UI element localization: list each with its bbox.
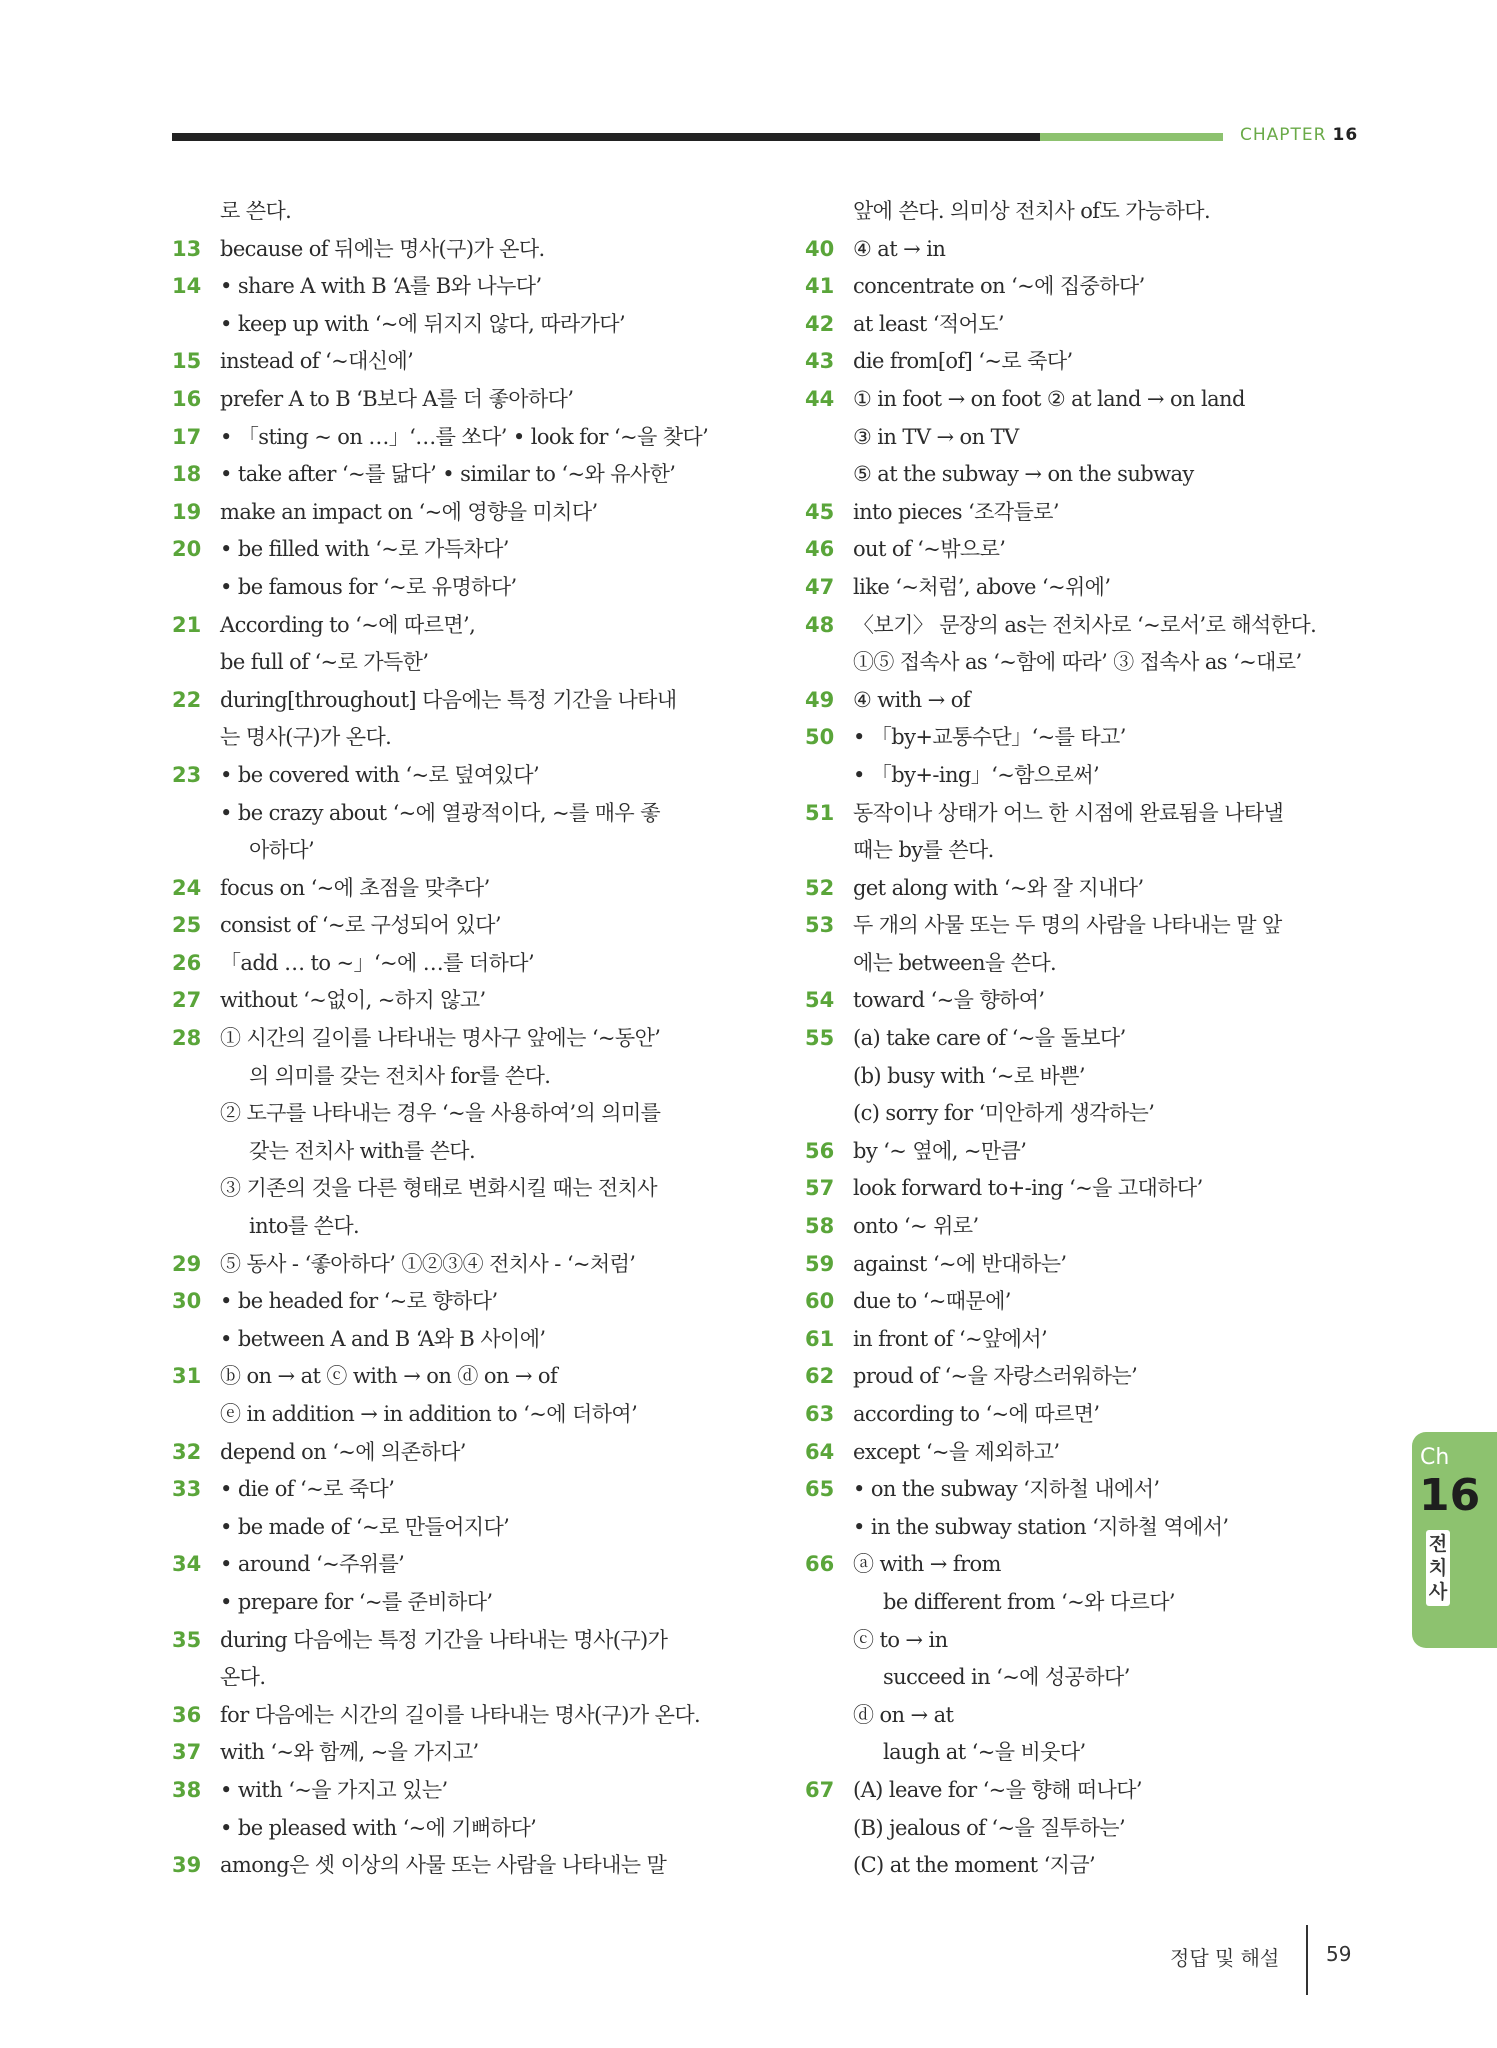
answer-number: 19 xyxy=(172,499,202,524)
answer-number: 30 xyxy=(172,1289,202,1314)
answer-number: 42 xyxy=(805,311,835,336)
chapter-heading xyxy=(1240,125,1358,145)
answer-text: (C) at the moment ‘지금’ xyxy=(853,1853,1096,1878)
answer-line xyxy=(172,682,732,720)
answer-number: 44 xyxy=(805,386,835,411)
answer-line xyxy=(172,231,732,269)
answer-number: 14 xyxy=(172,274,202,299)
answer-text: • between A and B ‘A와 B 사이에’ xyxy=(220,1326,546,1351)
answer-line xyxy=(805,1810,1365,1848)
answer-number: 41 xyxy=(805,274,835,299)
answer-text: • 「by+-ing」‘~함으로써’ xyxy=(853,762,1100,787)
answer-line xyxy=(805,1283,1365,1321)
answer-text: 「add … to ~」‘~에 …를 더하다’ xyxy=(220,950,535,975)
answer-text: consist of ‘~로 구성되어 있다’ xyxy=(220,913,501,938)
answer-text: make an impact on ‘~에 영향을 미치다’ xyxy=(220,499,598,524)
answer-line xyxy=(805,907,1365,945)
answer-line xyxy=(172,1358,732,1396)
answer-text: • be covered with ‘~로 덮여있다’ xyxy=(220,762,540,787)
answer-line xyxy=(805,719,1365,757)
answer-text: • share A with B ‘A를 B와 나누다’ xyxy=(220,274,542,299)
answer-line xyxy=(805,494,1365,532)
answer-number: 62 xyxy=(805,1364,835,1389)
answer-line xyxy=(805,306,1365,344)
answer-text: out of ‘~밖으로’ xyxy=(853,537,1006,562)
answer-text: • keep up with ‘~에 뒤지지 않다, 따라가다’ xyxy=(220,311,626,336)
answer-line xyxy=(805,795,1365,833)
answer-text: • be made of ‘~로 만들어지다’ xyxy=(220,1514,510,1539)
answer-line xyxy=(805,1246,1365,1284)
left-answer-column xyxy=(172,193,732,1885)
chapter-label: CHAPTER xyxy=(1240,125,1327,145)
answer-line xyxy=(805,193,1365,231)
answer-text: 앞에 쓴다. 의미상 전치사 of도 가능하다. xyxy=(853,199,1211,223)
answer-line xyxy=(172,945,732,983)
answer-text: 두 개의 사물 또는 두 명의 사람을 나타내는 말 앞 xyxy=(853,913,1282,938)
answer-text: be full of ‘~로 가득한’ xyxy=(220,650,429,675)
answer-text: • be famous for ‘~로 유명하다’ xyxy=(220,574,517,599)
answer-text: ④ with → of xyxy=(853,687,970,712)
answer-line xyxy=(805,607,1365,645)
answer-text: ① 시간의 길이를 나타내는 명사구 앞에는 ‘~동안’ xyxy=(220,1026,661,1051)
answer-text: except ‘~을 제외하고’ xyxy=(853,1439,1060,1464)
answer-number: 17 xyxy=(172,424,202,449)
answer-number: 67 xyxy=(805,1777,835,1802)
answer-line xyxy=(805,531,1365,569)
answer-line xyxy=(805,1396,1365,1434)
answer-number: 27 xyxy=(172,988,202,1013)
answer-line xyxy=(805,1584,1365,1622)
answer-text: into를 쓴다. xyxy=(249,1214,360,1239)
answer-line xyxy=(172,607,732,645)
footer-section-label: 정답 및 해설 xyxy=(1170,1946,1280,1970)
answer-number: 39 xyxy=(172,1853,202,1878)
answer-line xyxy=(805,1509,1365,1547)
answer-number: 48 xyxy=(805,612,835,637)
answer-line xyxy=(805,1434,1365,1472)
answer-number: 24 xyxy=(172,875,202,900)
answer-text: ② 도구를 나타내는 경우 ‘~을 사용하여’의 의미를 xyxy=(220,1101,661,1126)
answer-number: 46 xyxy=(805,537,835,562)
answer-line xyxy=(172,757,732,795)
answer-number: 64 xyxy=(805,1439,835,1464)
answer-line xyxy=(172,1208,732,1246)
answer-text: (b) busy with ‘~로 바쁜’ xyxy=(853,1063,1085,1088)
answer-text: 로 쓴다. xyxy=(220,199,292,223)
answer-number: 29 xyxy=(172,1251,202,1276)
answer-text: (c) sorry for ‘미안하게 생각하는’ xyxy=(853,1101,1155,1126)
answer-number: 55 xyxy=(805,1026,835,1051)
answer-line xyxy=(172,1170,732,1208)
answer-text: • be headed for ‘~로 향하다’ xyxy=(220,1289,498,1314)
answer-number: 25 xyxy=(172,913,202,938)
answer-text: because of 뒤에는 명사(구)가 온다. xyxy=(220,236,545,261)
answer-line xyxy=(805,231,1365,269)
answer-number: 28 xyxy=(172,1026,202,1051)
answer-text: 는 명사(구)가 온다. xyxy=(220,725,392,750)
answer-line xyxy=(805,644,1365,682)
answer-number: 45 xyxy=(805,499,835,524)
answer-number: 54 xyxy=(805,988,835,1013)
answer-number: 33 xyxy=(172,1477,202,1502)
answer-text: • take after ‘~를 닮다’ • similar to ‘~와 유사한’ xyxy=(220,462,676,487)
answer-text: toward ‘~을 향하여’ xyxy=(853,988,1045,1013)
answer-text: at least ‘적어도’ xyxy=(853,311,1004,336)
answer-text: for 다음에는 시간의 길이를 나타내는 명사(구)가 온다. xyxy=(220,1702,701,1727)
answer-line xyxy=(172,494,732,532)
answer-line xyxy=(172,644,732,682)
answer-text: ③ 기존의 것을 다른 형태로 변화시킬 때는 전치사 xyxy=(220,1176,657,1201)
answer-text: (a) take care of ‘~을 돌보다’ xyxy=(853,1026,1126,1051)
answer-text: due to ‘~때문에’ xyxy=(853,1289,1011,1314)
answer-number: 43 xyxy=(805,349,835,374)
answer-number: 18 xyxy=(172,462,202,487)
answer-number: 31 xyxy=(172,1364,202,1389)
answer-number: 26 xyxy=(172,950,202,975)
answer-number: 61 xyxy=(805,1326,835,1351)
page-number: 59 xyxy=(1326,1942,1352,1966)
answer-line xyxy=(805,1170,1365,1208)
answer-line xyxy=(172,531,732,569)
answer-line xyxy=(172,343,732,381)
answer-line xyxy=(172,456,732,494)
side-tab-ch-label: Ch xyxy=(1420,1445,1450,1470)
answer-line xyxy=(805,343,1365,381)
answer-number: 13 xyxy=(172,236,202,261)
answer-line xyxy=(172,870,732,908)
answer-line xyxy=(172,1734,732,1772)
answer-line xyxy=(172,1020,732,1058)
answer-number: 21 xyxy=(172,612,202,637)
answer-text: ④ at → in xyxy=(853,236,946,261)
answer-text: ③ in TV → on TV xyxy=(853,424,1019,449)
answer-text: ⓒ to → in xyxy=(853,1627,948,1652)
answer-text: (B) jealous of ‘~을 질투하는’ xyxy=(853,1815,1126,1840)
answer-line xyxy=(805,1659,1365,1697)
answer-line xyxy=(805,682,1365,720)
answer-line xyxy=(172,419,732,457)
answer-text: • be filled with ‘~로 가득차다’ xyxy=(220,537,509,562)
answer-text: during[throughout] 다음에는 특정 기간을 나타내 xyxy=(220,687,677,712)
answer-number: 65 xyxy=(805,1477,835,1502)
answer-text: 아하다’ xyxy=(249,838,315,863)
answer-text: ⑤ 동사 - ‘좋아하다’ ①②③④ 전치사 - ‘~처럼’ xyxy=(220,1251,636,1276)
answer-text: with ‘~와 함께, ~을 가지고’ xyxy=(220,1740,479,1765)
answer-text: depend on ‘~에 의존하다’ xyxy=(220,1439,466,1464)
answer-text: • around ‘~주위를’ xyxy=(220,1552,405,1577)
answer-text: in front of ‘~앞에서’ xyxy=(853,1326,1048,1351)
answer-line xyxy=(805,1772,1365,1810)
answer-number: 22 xyxy=(172,687,202,712)
answer-line xyxy=(805,419,1365,457)
answer-text: be different from ‘~와 다르다’ xyxy=(883,1589,1175,1614)
answer-line xyxy=(172,832,732,870)
answer-text: instead of ‘~대신에’ xyxy=(220,349,414,374)
answer-line xyxy=(805,569,1365,607)
header-rule-accent xyxy=(1040,133,1223,141)
answer-line xyxy=(805,870,1365,908)
answer-line xyxy=(805,456,1365,494)
answer-line xyxy=(172,1283,732,1321)
answer-number: 66 xyxy=(805,1552,835,1577)
answer-text: ⑤ at the subway → on the subway xyxy=(853,462,1194,487)
answer-text: • be pleased with ‘~에 기뻐하다’ xyxy=(220,1815,537,1840)
side-tab-number: 16 xyxy=(1419,1470,1481,1521)
answer-text: ①⑤ 접속사 as ‘~함에 따라’ ③ 접속사 as ‘~대로’ xyxy=(853,650,1302,675)
answer-line xyxy=(805,1208,1365,1246)
answer-line xyxy=(805,1546,1365,1584)
answer-line xyxy=(172,306,732,344)
answer-text: ⓓ on → at xyxy=(853,1702,954,1727)
answer-line xyxy=(172,569,732,607)
answer-text: without ‘~없이, ~하지 않고’ xyxy=(220,988,486,1013)
answer-text: focus on ‘~에 초점을 맞추다’ xyxy=(220,875,490,900)
answer-text: proud of ‘~을 자랑스러워하는’ xyxy=(853,1364,1138,1389)
answer-number: 56 xyxy=(805,1138,835,1163)
answer-text: into pieces ‘조각들로’ xyxy=(853,499,1059,524)
answer-text: • prepare for ‘~를 준비하다’ xyxy=(220,1589,493,1614)
side-tab-title: 전치사 xyxy=(1426,1530,1450,1606)
answer-text: succeed in ‘~에 성공하다’ xyxy=(883,1665,1130,1690)
answer-number: 60 xyxy=(805,1289,835,1314)
answer-number: 47 xyxy=(805,574,835,599)
answer-number: 35 xyxy=(172,1627,202,1652)
answer-line xyxy=(805,982,1365,1020)
answer-line xyxy=(172,907,732,945)
answer-line xyxy=(805,1058,1365,1096)
answer-text: • die of ‘~로 죽다’ xyxy=(220,1477,395,1502)
answer-number: 63 xyxy=(805,1402,835,1426)
answer-line xyxy=(172,719,732,757)
answer-line xyxy=(172,1659,732,1697)
answer-line xyxy=(805,1734,1365,1772)
answer-number: 36 xyxy=(172,1702,202,1727)
answer-line xyxy=(805,1133,1365,1171)
answer-number: 59 xyxy=(805,1251,835,1276)
answer-text: 에는 between을 쓴다. xyxy=(853,950,1057,975)
answer-text: 의 의미를 갖는 전치사 for를 쓴다. xyxy=(249,1063,551,1088)
answer-text: • with ‘~을 가지고 있는’ xyxy=(220,1777,448,1802)
answer-number: 20 xyxy=(172,537,202,562)
answer-text: • on the subway ‘지하철 내에서’ xyxy=(853,1477,1160,1502)
chapter-number: 16 xyxy=(1332,125,1359,145)
answer-line xyxy=(172,1434,732,1472)
answer-text: during 다음에는 특정 기간을 나타내는 명사(구)가 xyxy=(220,1627,668,1652)
answer-line xyxy=(805,268,1365,306)
answer-text: get along with ‘~와 잘 지내다’ xyxy=(853,875,1144,900)
answer-number: 32 xyxy=(172,1439,202,1464)
answer-line xyxy=(805,1622,1365,1660)
answer-line xyxy=(172,1246,732,1284)
answer-text: laugh at ‘~을 비웃다’ xyxy=(883,1740,1086,1765)
answer-number: 51 xyxy=(805,800,835,825)
answer-text: According to ‘~에 따르면’, xyxy=(220,612,476,637)
answer-line xyxy=(805,1847,1365,1885)
answer-line xyxy=(805,832,1365,870)
answer-line xyxy=(805,757,1365,795)
answer-text: among은 셋 이상의 사물 또는 사람을 나타내는 말 xyxy=(220,1853,667,1878)
answer-text: • 「sting ~ on …」‘…를 쏘다’ • look for ‘~을 찾다’ xyxy=(220,424,709,449)
answer-number: 38 xyxy=(172,1777,202,1802)
answer-number: 40 xyxy=(805,236,835,261)
answer-line xyxy=(805,1471,1365,1509)
answer-line xyxy=(172,1772,732,1810)
answer-text: prefer A to B ‘B보다 A를 더 좋아하다’ xyxy=(220,386,574,411)
answer-number: 23 xyxy=(172,762,202,787)
answer-text: according to ‘~에 따르면’ xyxy=(853,1402,1100,1426)
footer-divider xyxy=(1306,1925,1308,1995)
answer-number: 16 xyxy=(172,386,202,411)
answer-line xyxy=(172,1095,732,1133)
answer-text: 동작이나 상태가 어느 한 시점에 완료됨을 나타낼 xyxy=(853,800,1284,825)
answer-line xyxy=(172,193,732,231)
answer-number: 57 xyxy=(805,1176,835,1201)
answer-text: 때는 by를 쓴다. xyxy=(853,838,994,863)
answer-line xyxy=(805,381,1365,419)
answer-line xyxy=(805,945,1365,983)
answer-line xyxy=(172,1471,732,1509)
answer-number: 37 xyxy=(172,1740,202,1765)
answer-line xyxy=(172,1133,732,1171)
answer-line xyxy=(172,1058,732,1096)
answer-text: like ‘~처럼’, above ‘~위에’ xyxy=(853,574,1111,599)
right-answer-column xyxy=(805,193,1365,1885)
answer-text: die from[of] ‘~로 죽다’ xyxy=(853,349,1073,374)
answer-line xyxy=(805,1358,1365,1396)
answer-number: 58 xyxy=(805,1214,835,1239)
answer-line xyxy=(172,1810,732,1848)
answer-text: ⓔ in addition → in addition to ‘~에 더하여’ xyxy=(220,1402,638,1426)
answer-line xyxy=(172,268,732,306)
answer-text: look forward to+-ing ‘~을 고대하다’ xyxy=(853,1176,1203,1201)
answer-line xyxy=(172,1546,732,1584)
answer-number: 50 xyxy=(805,725,835,750)
answer-text: ⓑ on → at ⓒ with → on ⓓ on → of xyxy=(220,1364,558,1389)
answer-line xyxy=(172,1321,732,1359)
answer-text: ⓐ with → from xyxy=(853,1552,1001,1577)
answer-text: onto ‘~ 위로’ xyxy=(853,1214,979,1239)
answer-line xyxy=(172,381,732,419)
answer-line xyxy=(172,982,732,1020)
answer-line xyxy=(172,1847,732,1885)
answer-text: (A) leave for ‘~을 향해 떠나다’ xyxy=(853,1777,1142,1802)
answer-text: • in the subway station ‘지하철 역에서’ xyxy=(853,1514,1229,1539)
answer-text: 온다. xyxy=(220,1665,266,1690)
answer-line xyxy=(805,1321,1365,1359)
answer-line xyxy=(172,1622,732,1660)
answer-text: 갖는 전치사 with를 쓴다. xyxy=(249,1138,476,1163)
answer-line xyxy=(172,1396,732,1434)
answer-number: 49 xyxy=(805,687,835,712)
answer-text: concentrate on ‘~에 집중하다’ xyxy=(853,274,1145,299)
answer-line xyxy=(172,795,732,833)
answer-text: by ‘~ 옆에, ~만큼’ xyxy=(853,1138,1027,1163)
answer-text: 〈보기〉 문장의 as는 전치사로 ‘~로서’로 해석한다. xyxy=(853,612,1317,637)
answer-number: 34 xyxy=(172,1552,202,1577)
answer-line xyxy=(172,1584,732,1622)
answer-text: • be crazy about ‘~에 열광적이다, ~를 매우 좋 xyxy=(220,800,660,825)
answer-line xyxy=(805,1020,1365,1058)
answer-number: 53 xyxy=(805,913,835,938)
answer-text: ① in foot → on foot ② at land → on land xyxy=(853,386,1245,411)
answer-number: 52 xyxy=(805,875,835,900)
answer-line xyxy=(172,1697,732,1735)
answer-line xyxy=(805,1095,1365,1133)
answer-line xyxy=(172,1509,732,1547)
answer-text: • 「by+교통수단」‘~를 타고’ xyxy=(853,725,1126,750)
answer-number: 15 xyxy=(172,349,202,374)
header-rule-dark xyxy=(172,133,1040,141)
answer-text: against ‘~에 반대하는’ xyxy=(853,1251,1067,1276)
answer-line xyxy=(805,1697,1365,1735)
